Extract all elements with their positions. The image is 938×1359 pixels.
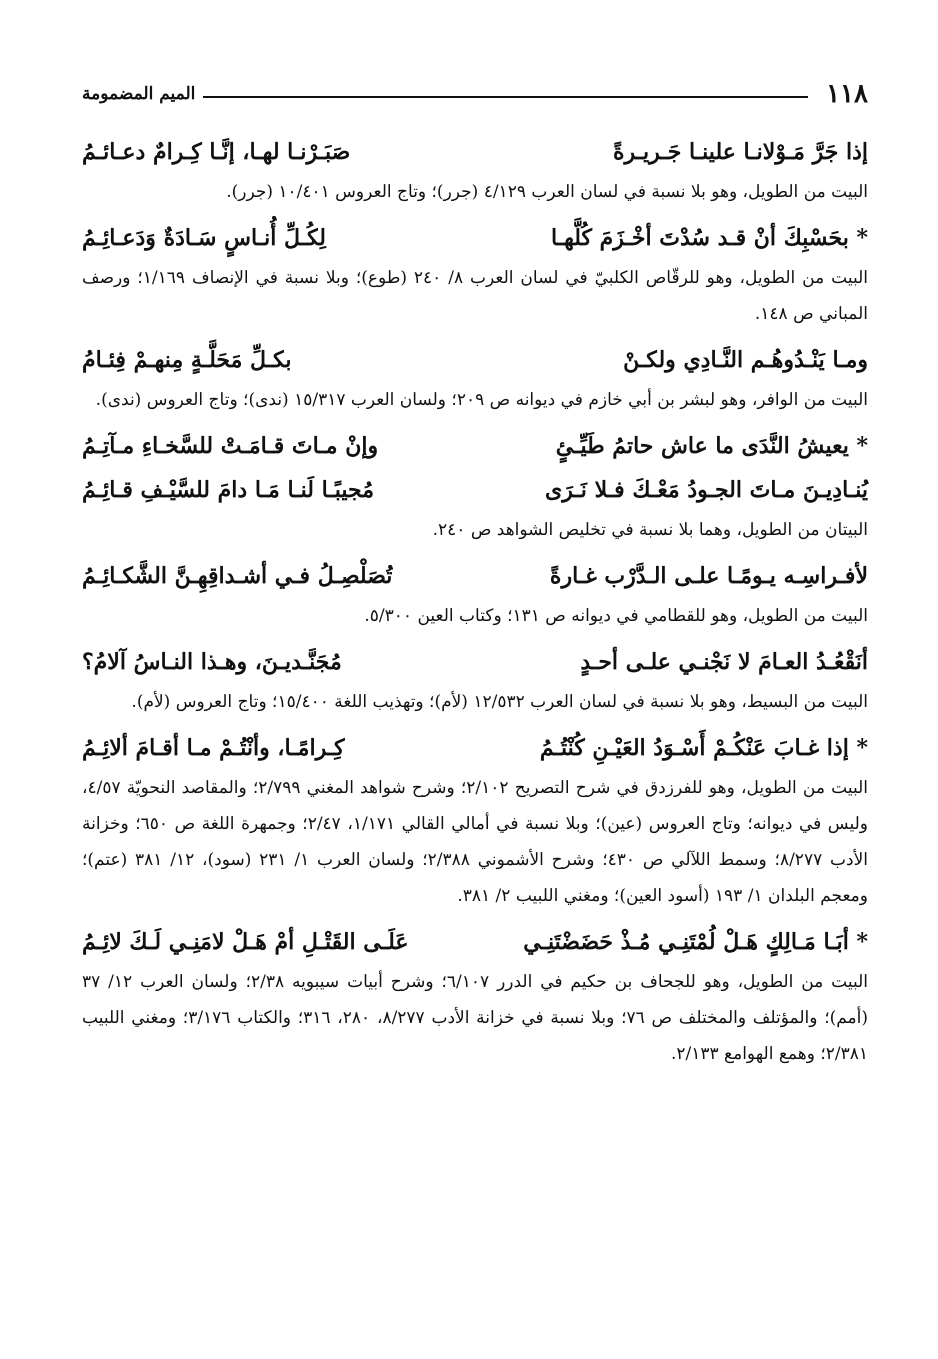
page-number: ١١٨ bbox=[826, 79, 868, 109]
poem-entry bbox=[82, 338, 868, 418]
citation-note: البيت من البسيط، وهو بلا نسبة في لسان العرب ١٢/٥٣٢ (لأم)؛ وتهذيب اللغة ١٥/٤٠٠؛ وتاج العروس (لأم). bbox=[131, 692, 868, 712]
verse-second-hemistich: وإنْ مـاتَ قـامَـتْ للسَّخـاءِ مـآتِـمُ bbox=[82, 433, 379, 459]
verse-line bbox=[82, 920, 868, 964]
poem-entry bbox=[82, 216, 868, 332]
verse-line bbox=[82, 554, 868, 598]
citation-note: البيت من الطويل، وهو بلا نسبة في لسان العرب ٤/١٢٩ (جرر)؛ وتاج العروس ١٠/٤٠١ (جرر). bbox=[226, 182, 868, 202]
verse-line bbox=[82, 640, 868, 684]
verse-line bbox=[82, 726, 868, 770]
verse-first-hemistich: * أبَـا مَـالِكٍ هَـلْ لُمْتَنِـي مُـذْ حَضَضْتَنِـي bbox=[523, 929, 868, 955]
verse-first-hemistich: أنَقْعُـدُ العـامَ لا نَجْنـي علـى أحـدٍ bbox=[580, 649, 868, 675]
verse-second-hemistich: عَلَـى القَتْـلِ أمْ هَـلْ لامَنِـي لَـكَ لائِـمُ bbox=[82, 929, 409, 955]
running-title: الميم المضمومة bbox=[82, 84, 196, 104]
verse-first-hemistich: إذا جَرَّ مَـوْلانـا علينـا جَـريـرةً bbox=[612, 139, 868, 165]
citation-note: البيت من الطويل، وهو للجحاف بن حكيم في الدرر ٦/١٠٧؛ وشرح أبيات سيبويه ٢/٣٨؛ ولسان العرب ١٢/ ٣٧ (أمم)؛ والمؤتلف والمختلف ص ٧٦؛ وبلا نسبة في خزانة الأدب ٨/٢٧٧، ٢٨٠، ٣١٦؛ والكتاب ٣/١٧٦؛ ومغني اللبيب ٢/٣٨١؛ وهمع الهوامع ٢/١٣٣. bbox=[82, 972, 869, 1064]
verse-line bbox=[82, 216, 868, 260]
poem-entry bbox=[82, 130, 868, 210]
poem-entry bbox=[82, 554, 868, 634]
verse-second-hemistich: لِكُـلِّ أُنـاسٍ سَـادَةٌ وَدَعـائِـمُ bbox=[82, 225, 326, 251]
verse-second-hemistich: مُجيبًـا لَنـا مَـا دامَ للسَّيْـفِ قـائِـمُ bbox=[82, 477, 375, 503]
verse-second-hemistich: كِـرامًـا، وأنْتُـمْ مـا أقـامَ ألائِـمُ bbox=[82, 735, 345, 761]
verse-first-hemistich: لأفـراسِـه يـومًـا علـى الـدَّرْب غـارةً bbox=[549, 563, 868, 589]
citation-note: البيت من الطويل، وهو للفرزدق في شرح التصريح ٢/١٠٢؛ وشرح شواهد المغني ٢/٧٩٩؛ والمقاصد النحويّة ٤/٥٧، وليس في ديوانه؛ وتاج العروس (عين)؛ وبلا نسبة في أمالي القالي ١/١٧١، ٢/٤٧؛ وجمهرة اللغة ص ٦٥٠؛ وخزانة الأدب ٨/٢٧٧؛ وسمط اللآلي ص ٤٣٠؛ وشرح الأشموني ٢/٣٨٨؛ ولسان العرب ١/ ٢٣١ (سود)، ١٢/ ٣٨١ (عتم)؛ ومعجم البلدان ١/ ١٩٣ (أسود العين)؛ ومغني اللبيب ٢/ ٣٨١. bbox=[82, 778, 869, 906]
verse-second-hemistich: صَبَـرْنـا لهـا، إنَّـا كِـرامٌ دعـائـمُ bbox=[82, 139, 351, 165]
verse-first-hemistich: ومـا يَنْـدُوهُـم النَّـادِي ولكـنْ bbox=[623, 347, 868, 373]
verse-second-hemistich: مُجَنَّـديـنَ، وهـذا النـاسُ آلامُ؟ bbox=[82, 649, 342, 675]
page-header bbox=[82, 72, 868, 116]
citation-note: البيت من الطويل، وهو للقطامي في ديوانه ص ١٣١؛ وكتاب العين ٥/٣٠٠. bbox=[364, 606, 868, 626]
verse-line bbox=[82, 338, 868, 382]
citation-note: البيتان من الطويل، وهما بلا نسبة في تخليص الشواهد ص ٢٤٠. bbox=[432, 520, 868, 540]
verse-first-hemistich: * بحَسْبِكَ أنْ قـد سُدْتَ أخْـزَمَ كُلَّهـا bbox=[550, 225, 868, 251]
verse-line bbox=[82, 468, 868, 512]
citation-note: البيت من الوافر، وهو لبشر بن أبي خازم في ديوانه ص ٢٠٩؛ ولسان العرب ١٥/٣١٧ (ندى)؛ وتاج العروس (ندى). bbox=[95, 390, 868, 410]
poem-entry bbox=[82, 920, 868, 1072]
verse-second-hemistich: بكـلِّ مَحَلَّـةٍ مِنهـمْ فِئـامُ bbox=[82, 347, 292, 373]
poem-entry bbox=[82, 726, 868, 914]
verse-first-hemistich: يُنـادِيـنَ مـاتَ الجـودُ مَعْـكَ فـلا نَـرَى bbox=[545, 477, 868, 503]
verse-line bbox=[82, 130, 868, 174]
verse-first-hemistich: * يعيشُ النَّدَى ما عاش حاتمُ طَيِّـئٍ bbox=[555, 433, 868, 459]
verse-first-hemistich: * إذا غـابَ عَنْكُـمْ أَسْـوَدُ العَيْـنِ كُنْتُـمُ bbox=[539, 735, 868, 761]
poem-entry bbox=[82, 640, 868, 720]
verse-line bbox=[82, 424, 868, 468]
poem-entry bbox=[82, 424, 868, 548]
verse-second-hemistich: تُصَلْصِـلُ فـي أشـداقِهِـنَّ الشَّكـائِـمُ bbox=[82, 563, 393, 589]
citation-note: البيت من الطويل، وهو للرقّاص الكلبيّ في لسان العرب ٨/ ٢٤٠ (طوع)؛ وبلا نسبة في الإنصاف ١/١٦٩؛ ورصف المباني ص ١٤٨. bbox=[82, 268, 869, 324]
header-rule bbox=[203, 96, 808, 98]
